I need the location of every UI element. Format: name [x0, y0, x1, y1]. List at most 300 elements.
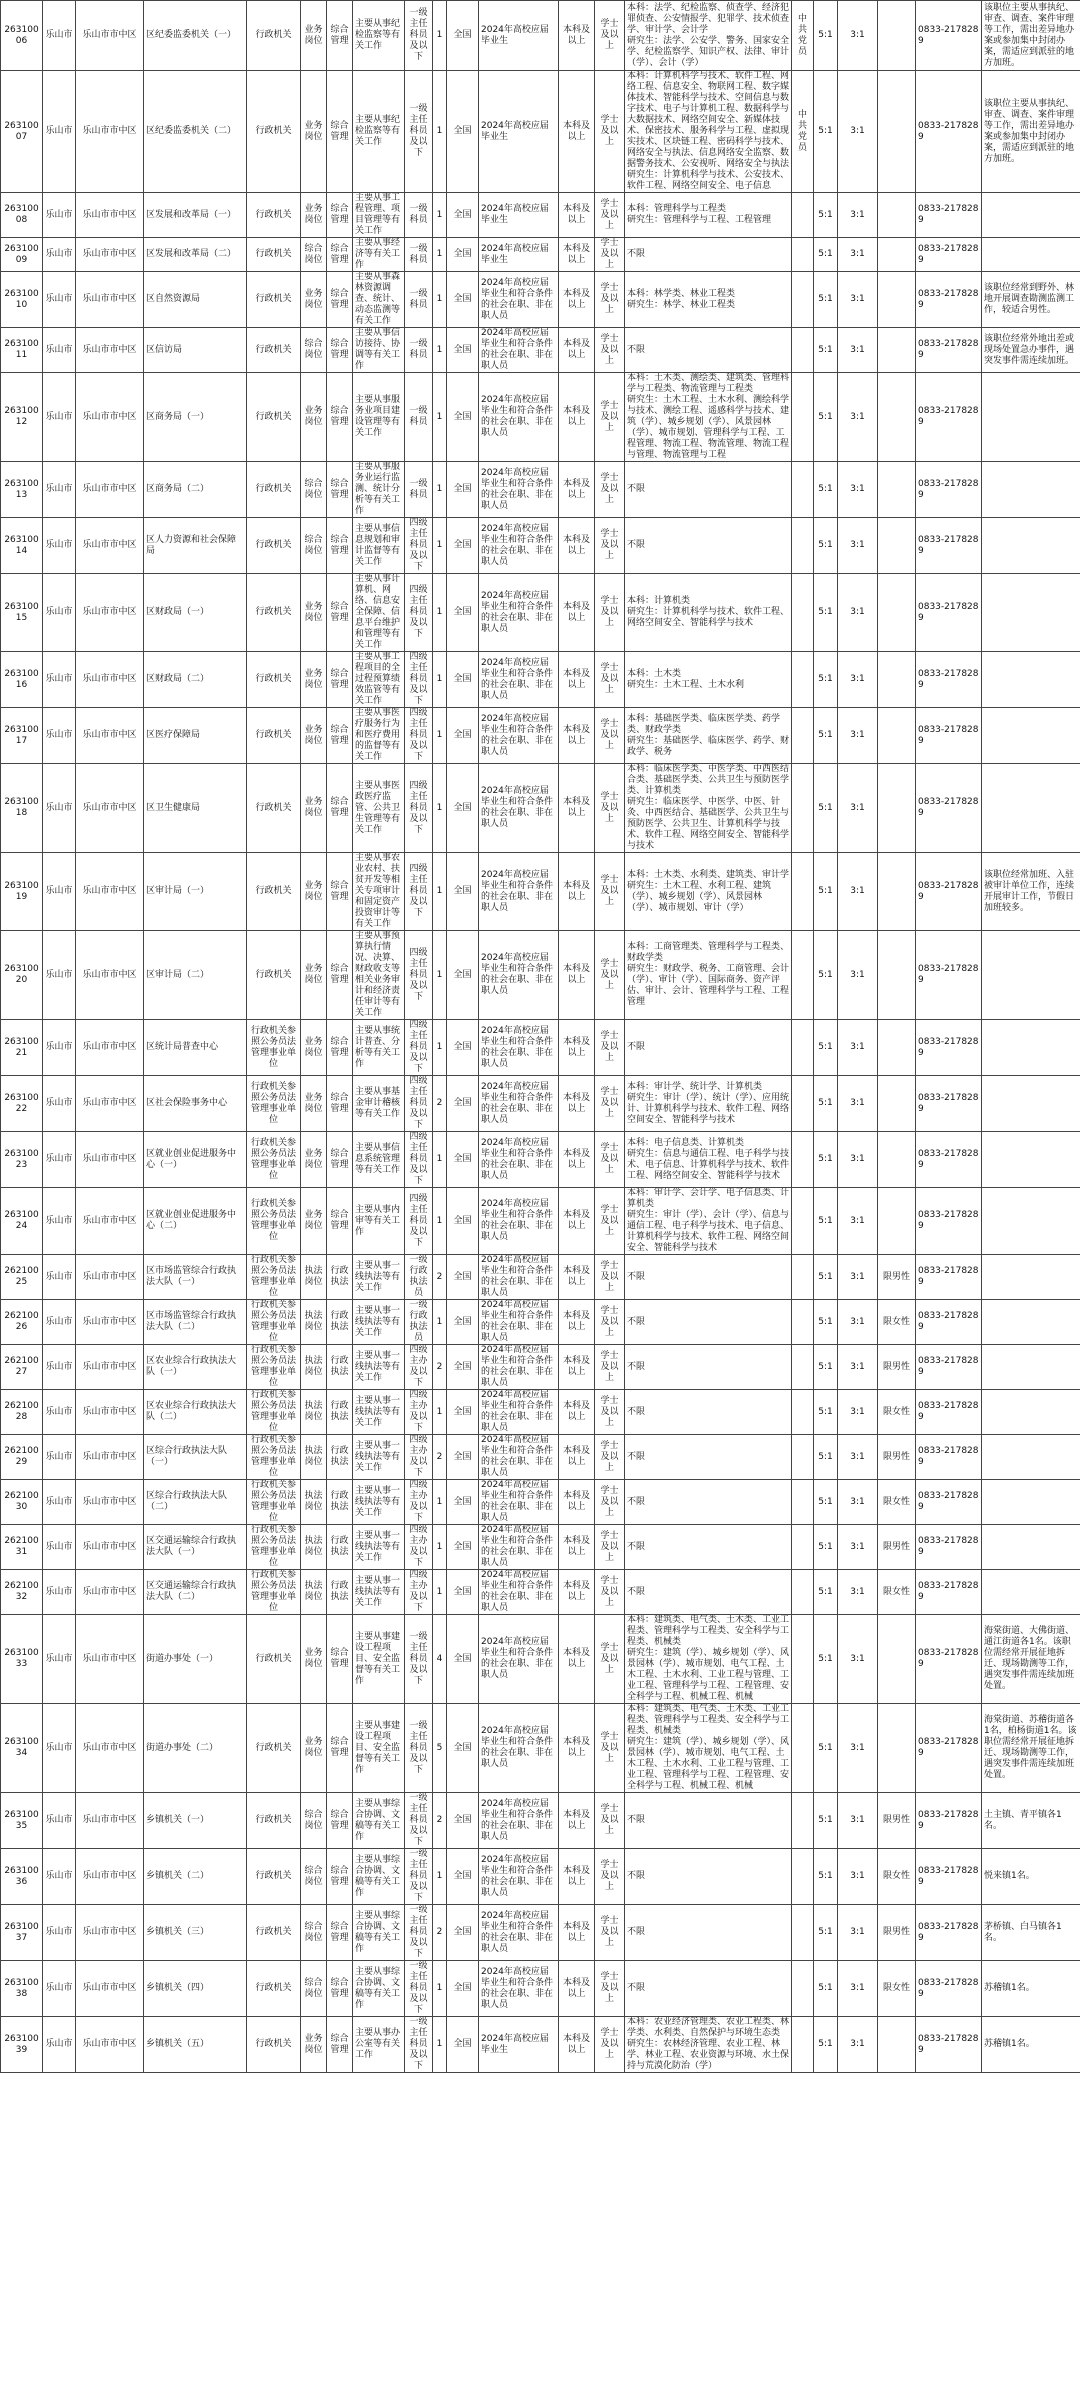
department-cell: 区市场监管综合行政执法大队（一） [144, 1255, 247, 1300]
count-cell: 1 [433, 373, 447, 462]
job-category-cell: 行政执法 [327, 1480, 353, 1525]
unit-type-cell: 行政机关 [247, 373, 301, 462]
note-cell [982, 1570, 1080, 1615]
degree-cell: 学士及以上 [595, 328, 625, 373]
job-category-cell: 综合管理 [327, 574, 353, 652]
duty-cell: 主要从事计算机、网络、信息安全保障、信息平台维护和管理等有关工作 [353, 574, 405, 652]
count-cell: 1 [433, 1300, 447, 1345]
source-cell: 2024年高校应届毕业生和符合条件的社会在职、非在职人员 [479, 1020, 559, 1076]
gender-cell [878, 1615, 916, 1704]
pass-ratio-cell: 3:1 [838, 462, 878, 518]
other-requirement-cell [792, 1905, 814, 1961]
degree-cell: 学士及以上 [595, 652, 625, 708]
note-cell: 该职位主要从事执纪、审查、调查、案件审理等工作，需出差异地办案或参加集中封闭办案，需适应到派驻的地方加班。 [982, 1, 1080, 71]
count-cell: 1 [433, 708, 447, 764]
unit-type-cell: 行政机关 [247, 328, 301, 373]
duty-cell: 主要从事一线执法等有关工作 [353, 1525, 405, 1570]
job-category-cell: 综合管理 [327, 1849, 353, 1905]
city-cell: 乐山市 [43, 328, 76, 373]
scope-cell: 全国 [447, 1300, 479, 1345]
duty-cell: 主要从事统计普查、分析等有关工作 [353, 1020, 405, 1076]
degree-cell: 学士及以上 [595, 931, 625, 1020]
degree-cell: 学士及以上 [595, 708, 625, 764]
phone-cell: 0833-2178289 [916, 1849, 982, 1905]
position-code: 26310015 [1, 574, 43, 652]
degree-cell: 学士及以上 [595, 1435, 625, 1480]
unit-type-cell: 行政机关 [247, 764, 301, 853]
duty-cell: 主要从事工程管理、项目管理等有关工作 [353, 193, 405, 238]
phone-cell: 0833-2178289 [916, 462, 982, 518]
table-row [1, 652, 1080, 708]
district-cell: 乐山市市中区 [76, 238, 144, 272]
pass-ratio-cell: 3:1 [838, 652, 878, 708]
job-type-cell: 业务岗位 [301, 574, 327, 652]
city-cell: 乐山市 [43, 764, 76, 853]
other-requirement-cell [792, 1793, 814, 1849]
education-cell: 本科及以上 [559, 1390, 595, 1435]
phone-cell: 0833-2178289 [916, 518, 982, 574]
phone-cell: 0833-2178289 [916, 71, 982, 193]
other-requirement-cell [792, 652, 814, 708]
count-cell: 1 [433, 2017, 447, 2073]
department-cell: 区医疗保障局 [144, 708, 247, 764]
level-cell: 一级主任科员及以下 [405, 1961, 433, 2017]
district-cell: 乐山市市中区 [76, 1704, 144, 1793]
unit-type-cell: 行政机关 [247, 518, 301, 574]
district-cell: 乐山市市中区 [76, 1615, 144, 1704]
education-cell: 本科及以上 [559, 1704, 595, 1793]
table-row [1, 71, 1080, 193]
degree-cell: 学士及以上 [595, 1345, 625, 1390]
other-requirement-cell [792, 1849, 814, 1905]
education-cell: 本科及以上 [559, 1570, 595, 1615]
unit-type-cell: 行政机关参照公务员法管理事业单位 [247, 1480, 301, 1525]
unit-type-cell: 行政机关 [247, 574, 301, 652]
pass-ratio-cell: 3:1 [838, 764, 878, 853]
ratio-cell: 5:1 [814, 1300, 838, 1345]
ratio-cell: 5:1 [814, 1793, 838, 1849]
position-code: 26310020 [1, 931, 43, 1020]
job-type-cell: 执法岗位 [301, 1300, 327, 1345]
position-code: 26310024 [1, 1188, 43, 1255]
duty-cell: 主要从事工程项目的全过程预算绩效监管等有关工作 [353, 652, 405, 708]
pass-ratio-cell: 3:1 [838, 1300, 878, 1345]
note-cell [982, 1076, 1080, 1132]
table-row [1, 373, 1080, 462]
city-cell: 乐山市 [43, 193, 76, 238]
district-cell: 乐山市市中区 [76, 1188, 144, 1255]
district-cell: 乐山市市中区 [76, 193, 144, 238]
major-cell: 不限 [625, 1390, 792, 1435]
level-cell: 一级主任科员及以下 [405, 71, 433, 193]
gender-cell [878, 764, 916, 853]
major-cell: 不限 [625, 1849, 792, 1905]
major-cell: 不限 [625, 1570, 792, 1615]
position-code: 26210032 [1, 1570, 43, 1615]
job-category-cell: 综合管理 [327, 238, 353, 272]
other-requirement-cell [792, 2017, 814, 2073]
unit-type-cell: 行政机关参照公务员法管理事业单位 [247, 1255, 301, 1300]
level-cell: 四级主任科员及以下 [405, 574, 433, 652]
other-requirement-cell [792, 462, 814, 518]
ratio-cell: 5:1 [814, 462, 838, 518]
scope-cell: 全国 [447, 1905, 479, 1961]
source-cell: 2024年高校应届毕业生 [479, 1, 559, 71]
job-category-cell: 综合管理 [327, 708, 353, 764]
city-cell: 乐山市 [43, 1480, 76, 1525]
scope-cell: 全国 [447, 652, 479, 708]
district-cell: 乐山市市中区 [76, 1961, 144, 2017]
other-requirement-cell [792, 708, 814, 764]
source-cell: 2024年高校应届毕业生和符合条件的社会在职、非在职人员 [479, 1849, 559, 1905]
pass-ratio-cell: 3:1 [838, 71, 878, 193]
district-cell: 乐山市市中区 [76, 1435, 144, 1480]
education-cell: 本科及以上 [559, 518, 595, 574]
job-category-cell: 综合管理 [327, 1615, 353, 1704]
pass-ratio-cell: 3:1 [838, 1525, 878, 1570]
scope-cell: 全国 [447, 1, 479, 71]
phone-cell: 0833-2178289 [916, 272, 982, 328]
scope-cell: 全国 [447, 1132, 479, 1188]
count-cell: 2 [433, 1345, 447, 1390]
job-category-cell: 综合管理 [327, 71, 353, 193]
level-cell: 四级主任科员及以下 [405, 1188, 433, 1255]
note-cell: 该职位经常加班、入驻被审计单位工作，连续开展审计工作，节假日加班较多。 [982, 853, 1080, 931]
job-type-cell: 业务岗位 [301, 193, 327, 238]
major-cell: 不限 [625, 238, 792, 272]
phone-cell: 0833-2178289 [916, 328, 982, 373]
source-cell: 2024年高校应届毕业生和符合条件的社会在职、非在职人员 [479, 931, 559, 1020]
phone-cell: 0833-2178289 [916, 708, 982, 764]
note-cell: 悦来镇1名。 [982, 1849, 1080, 1905]
district-cell: 乐山市市中区 [76, 518, 144, 574]
city-cell: 乐山市 [43, 2017, 76, 2073]
job-type-cell: 执法岗位 [301, 1390, 327, 1435]
education-cell: 本科及以上 [559, 71, 595, 193]
other-requirement-cell [792, 1704, 814, 1793]
district-cell: 乐山市市中区 [76, 1570, 144, 1615]
note-cell [982, 574, 1080, 652]
job-category-cell: 综合管理 [327, 1961, 353, 2017]
table-row [1, 1255, 1080, 1300]
degree-cell: 学士及以上 [595, 193, 625, 238]
gender-cell [878, 238, 916, 272]
level-cell: 四级主任科员及以下 [405, 1076, 433, 1132]
major-cell: 本科：审计学、会计学、电子信息类、计算机类 研究生：审计（学）、会计（学）、信息与通信工程、电子科学与技术、电子信息、计算机科学与技术、软件工程、网络空间安全、智能科学与技术 [625, 1188, 792, 1255]
major-cell: 本科：建筑类、电气类、土木类、工业工程类、管理科学与工程类、安全科学与工程类、机械类 研究生：建筑（学）、城乡规划（学）、风景园林（学）、城市规划、电气工程、土木工程、土木水利、工业工程与管理、工业工程、管理科学与工程、工程管理、安全科学与工程、机械工程、机械 [625, 1615, 792, 1704]
major-cell: 本科：计算机科学与技术、软件工程、网络工程、信息安全、物联网工程、数字媒体技术、智能科学与技术、空间信息与数字技术、电子与计算机工程、数据科学与大数据技术、网络空间安全、新媒体技术、保密技术、服务科学与工程、虚拟现实技术、区块链工程、密码科学与技术、网络安全与执法、信息网络安全监察、数据警务技术、公安视听、网络安全与执法 研究生：计算机科学与技术、公安技术、软件工程、网络空间安全、电子信息 [625, 71, 792, 193]
unit-type-cell: 行政机关 [247, 193, 301, 238]
level-cell: 四级主任科员及以下 [405, 1020, 433, 1076]
table-row [1, 1570, 1080, 1615]
department-cell: 区交通运输综合行政执法大队（二） [144, 1570, 247, 1615]
district-cell: 乐山市市中区 [76, 1132, 144, 1188]
note-cell [982, 708, 1080, 764]
job-category-cell: 综合管理 [327, 518, 353, 574]
education-cell: 本科及以上 [559, 272, 595, 328]
position-code: 26310006 [1, 1, 43, 71]
education-cell: 本科及以上 [559, 1132, 595, 1188]
level-cell: 一级主任科员及以下 [405, 1793, 433, 1849]
duty-cell: 主要从事综合协调、文稿等有关工作 [353, 1849, 405, 1905]
source-cell: 2024年高校应届毕业生和符合条件的社会在职、非在职人员 [479, 518, 559, 574]
count-cell: 1 [433, 1480, 447, 1525]
unit-type-cell: 行政机关 [247, 708, 301, 764]
district-cell: 乐山市市中区 [76, 272, 144, 328]
job-category-cell: 综合管理 [327, 853, 353, 931]
note-cell [982, 1020, 1080, 1076]
gender-cell [878, 328, 916, 373]
count-cell: 2 [433, 1076, 447, 1132]
district-cell: 乐山市市中区 [76, 574, 144, 652]
other-requirement-cell [792, 373, 814, 462]
job-category-cell: 综合管理 [327, 652, 353, 708]
table-row [1, 1793, 1080, 1849]
gender-cell [878, 193, 916, 238]
job-type-cell: 业务岗位 [301, 764, 327, 853]
education-cell: 本科及以上 [559, 708, 595, 764]
job-type-cell: 综合岗位 [301, 1849, 327, 1905]
unit-type-cell: 行政机关 [247, 1, 301, 71]
source-cell: 2024年高校应届毕业生和符合条件的社会在职、非在职人员 [479, 272, 559, 328]
position-code: 26310018 [1, 764, 43, 853]
job-category-cell: 行政执法 [327, 1255, 353, 1300]
other-requirement-cell [792, 931, 814, 1020]
scope-cell: 全国 [447, 1849, 479, 1905]
count-cell: 1 [433, 1, 447, 71]
education-cell: 本科及以上 [559, 1849, 595, 1905]
level-cell: 一级主任科员及以下 [405, 1905, 433, 1961]
ratio-cell: 5:1 [814, 373, 838, 462]
unit-type-cell: 行政机关 [247, 931, 301, 1020]
source-cell: 2024年高校应届毕业生和符合条件的社会在职、非在职人员 [479, 1345, 559, 1390]
degree-cell: 学士及以上 [595, 1849, 625, 1905]
gender-cell [878, 1020, 916, 1076]
other-requirement-cell [792, 328, 814, 373]
gender-cell [878, 272, 916, 328]
major-cell: 不限 [625, 1793, 792, 1849]
table-row [1, 853, 1080, 931]
table-row [1, 328, 1080, 373]
table-row [1, 1020, 1080, 1076]
other-requirement-cell [792, 574, 814, 652]
major-cell: 不限 [625, 462, 792, 518]
degree-cell: 学士及以上 [595, 1704, 625, 1793]
count-cell: 1 [433, 1188, 447, 1255]
major-cell: 本科：审计学、统计学、计算机类 研究生：审计（学）、统计（学）、应用统计、计算机科学与技术、软件工程、网络空间安全、智能科学与技术 [625, 1076, 792, 1132]
department-cell: 区审计局（二） [144, 931, 247, 1020]
education-cell: 本科及以上 [559, 652, 595, 708]
scope-cell: 全国 [447, 1188, 479, 1255]
ratio-cell: 5:1 [814, 574, 838, 652]
gender-cell [878, 1188, 916, 1255]
major-cell: 本科：林学类、林业工程类 研究生：林学、林业工程类 [625, 272, 792, 328]
count-cell: 2 [433, 1435, 447, 1480]
position-code: 26210026 [1, 1300, 43, 1345]
other-requirement-cell [792, 1961, 814, 2017]
source-cell: 2024年高校应届毕业生和符合条件的社会在职、非在职人员 [479, 1435, 559, 1480]
department-cell: 区信访局 [144, 328, 247, 373]
note-cell [982, 764, 1080, 853]
scope-cell: 全国 [447, 193, 479, 238]
ratio-cell: 5:1 [814, 1076, 838, 1132]
count-cell: 1 [433, 652, 447, 708]
source-cell: 2024年高校应届毕业生和符合条件的社会在职、非在职人员 [479, 853, 559, 931]
education-cell: 本科及以上 [559, 2017, 595, 2073]
department-cell: 区农业综合行政执法大队（二） [144, 1390, 247, 1435]
city-cell: 乐山市 [43, 518, 76, 574]
pass-ratio-cell: 3:1 [838, 1, 878, 71]
job-type-cell: 综合岗位 [301, 462, 327, 518]
district-cell: 乐山市市中区 [76, 1300, 144, 1345]
count-cell: 1 [433, 238, 447, 272]
major-cell: 本科：土木类、水利类、建筑类、审计学 研究生：土木工程、水利工程、建筑（学）、城乡规划（学）、风景园林（学）、城市规划、审计（学） [625, 853, 792, 931]
gender-cell: 限女性 [878, 1570, 916, 1615]
unit-type-cell: 行政机关 [247, 1704, 301, 1793]
job-category-cell: 综合管理 [327, 373, 353, 462]
phone-cell: 0833-2178289 [916, 1132, 982, 1188]
ratio-cell: 5:1 [814, 71, 838, 193]
ratio-cell: 5:1 [814, 764, 838, 853]
source-cell: 2024年高校应届毕业生和符合条件的社会在职、非在职人员 [479, 574, 559, 652]
job-type-cell: 业务岗位 [301, 652, 327, 708]
level-cell: 四级主任科员及以下 [405, 708, 433, 764]
department-cell: 区农业综合行政执法大队（一） [144, 1345, 247, 1390]
unit-type-cell: 行政机关 [247, 652, 301, 708]
ratio-cell: 5:1 [814, 518, 838, 574]
position-code: 26310016 [1, 652, 43, 708]
source-cell: 2024年高校应届毕业生和符合条件的社会在职、非在职人员 [479, 1525, 559, 1570]
ratio-cell: 5:1 [814, 652, 838, 708]
scope-cell: 全国 [447, 2017, 479, 2073]
duty-cell: 主要从事医政医疗监管、公共卫生管理等有关工作 [353, 764, 405, 853]
other-requirement-cell [792, 1300, 814, 1345]
source-cell: 2024年高校应届毕业生和符合条件的社会在职、非在职人员 [479, 1615, 559, 1704]
unit-type-cell: 行政机关参照公务员法管理事业单位 [247, 1435, 301, 1480]
job-category-cell: 行政执法 [327, 1345, 353, 1390]
level-cell: 一级主任科员及以下 [405, 1, 433, 71]
scope-cell: 全国 [447, 574, 479, 652]
ratio-cell: 5:1 [814, 238, 838, 272]
city-cell: 乐山市 [43, 708, 76, 764]
level-cell: 一级科员 [405, 373, 433, 462]
scope-cell: 全国 [447, 1020, 479, 1076]
district-cell: 乐山市市中区 [76, 931, 144, 1020]
level-cell: 一级主任科员及以下 [405, 1849, 433, 1905]
level-cell: 四级主任科员及以下 [405, 931, 433, 1020]
pass-ratio-cell: 3:1 [838, 518, 878, 574]
city-cell: 乐山市 [43, 853, 76, 931]
duty-cell: 主要从事纪检监察等有关工作 [353, 71, 405, 193]
major-cell: 本科：临床医学类、中医学类、中西医结合类、基础医学类、公共卫生与预防医学类、计算机类 研究生：临床医学、中医学、中医、针灸、中西医结合、基础医学、公共卫生与预防医学、公共卫生、计算机科学与技术、软件工程、网络空间安全、智能科学与技术 [625, 764, 792, 853]
note-cell [982, 1390, 1080, 1435]
education-cell: 本科及以上 [559, 931, 595, 1020]
level-cell: 一级科员 [405, 462, 433, 518]
job-type-cell: 执法岗位 [301, 1480, 327, 1525]
major-cell: 不限 [625, 1905, 792, 1961]
degree-cell: 学士及以上 [595, 518, 625, 574]
duty-cell: 主要从事建设工程项目、安全监督等有关工作 [353, 1704, 405, 1793]
level-cell: 四级主办及以下 [405, 1435, 433, 1480]
department-cell: 区综合行政执法大队（二） [144, 1480, 247, 1525]
scope-cell: 全国 [447, 1961, 479, 2017]
city-cell: 乐山市 [43, 1, 76, 71]
major-cell: 本科：计算机类 研究生：计算机科学与技术、软件工程、网络空间安全、智能科学与技术 [625, 574, 792, 652]
department-cell: 区纪委监委机关（一） [144, 1, 247, 71]
note-cell [982, 1480, 1080, 1525]
duty-cell: 主要从事综合协调、文稿等有关工作 [353, 1793, 405, 1849]
department-cell: 区就业创业促进服务中心（一） [144, 1132, 247, 1188]
unit-type-cell: 行政机关 [247, 1615, 301, 1704]
scope-cell: 全国 [447, 1704, 479, 1793]
ratio-cell: 5:1 [814, 1905, 838, 1961]
major-cell: 本科：土木类 研究生：土木工程、土木水利 [625, 652, 792, 708]
position-code: 26210027 [1, 1345, 43, 1390]
job-type-cell: 业务岗位 [301, 2017, 327, 2073]
position-code: 26210028 [1, 1390, 43, 1435]
district-cell: 乐山市市中区 [76, 1480, 144, 1525]
level-cell: 一级主任科员及以下 [405, 1704, 433, 1793]
scope-cell: 全国 [447, 853, 479, 931]
degree-cell: 学士及以上 [595, 1255, 625, 1300]
note-cell [982, 931, 1080, 1020]
duty-cell: 主要从事农业农村、扶贫开发等相关专项审计和固定资产投资审计等有关工作 [353, 853, 405, 931]
duty-cell: 主要从事一线执法等有关工作 [353, 1390, 405, 1435]
city-cell: 乐山市 [43, 1849, 76, 1905]
note-cell: 海棠街道、大佛街道、通江街道各1名。该职位需经常开展征地拆迁、现场勘测等工作，遇突发事件需连续加班处置。 [982, 1615, 1080, 1704]
level-cell: 一级科员 [405, 238, 433, 272]
department-cell: 区审计局（一） [144, 853, 247, 931]
other-requirement-cell [792, 1255, 814, 1300]
scope-cell: 全国 [447, 1525, 479, 1570]
job-category-cell: 综合管理 [327, 462, 353, 518]
note-cell: 海棠街道、苏稽街道各1名，柏杨街道1名。该职位需经常开展征地拆迁、现场勘测等工作，遇突发事件需连续加班处置。 [982, 1704, 1080, 1793]
job-category-cell: 综合管理 [327, 1132, 353, 1188]
gender-cell [878, 71, 916, 193]
department-cell: 区市场监管综合行政执法大队（二） [144, 1300, 247, 1345]
ratio-cell: 5:1 [814, 1849, 838, 1905]
job-category-cell: 综合管理 [327, 1793, 353, 1849]
source-cell: 2024年高校应届毕业生和符合条件的社会在职、非在职人员 [479, 1480, 559, 1525]
city-cell: 乐山市 [43, 1905, 76, 1961]
scope-cell: 全国 [447, 328, 479, 373]
position-code: 26310007 [1, 71, 43, 193]
job-category-cell: 行政执法 [327, 1525, 353, 1570]
job-category-cell: 行政执法 [327, 1435, 353, 1480]
city-cell: 乐山市 [43, 1300, 76, 1345]
department-cell: 区商务局（二） [144, 462, 247, 518]
job-type-cell: 执法岗位 [301, 1255, 327, 1300]
unit-type-cell: 行政机关 [247, 272, 301, 328]
level-cell: 一级科员 [405, 193, 433, 238]
count-cell: 1 [433, 71, 447, 193]
phone-cell: 0833-2178289 [916, 931, 982, 1020]
education-cell: 本科及以上 [559, 373, 595, 462]
position-code: 26310036 [1, 1849, 43, 1905]
job-type-cell: 综合岗位 [301, 238, 327, 272]
unit-type-cell: 行政机关 [247, 462, 301, 518]
duty-cell: 主要从事建设工程项目、安全监督等有关工作 [353, 1615, 405, 1704]
department-cell: 乡镇机关（二） [144, 1849, 247, 1905]
pass-ratio-cell: 3:1 [838, 1345, 878, 1390]
table-row [1, 462, 1080, 518]
job-category-cell: 综合管理 [327, 1905, 353, 1961]
table-row [1, 1435, 1080, 1480]
pass-ratio-cell: 3:1 [838, 708, 878, 764]
gender-cell: 限女性 [878, 1849, 916, 1905]
phone-cell: 0833-2178289 [916, 1435, 982, 1480]
degree-cell: 学士及以上 [595, 71, 625, 193]
